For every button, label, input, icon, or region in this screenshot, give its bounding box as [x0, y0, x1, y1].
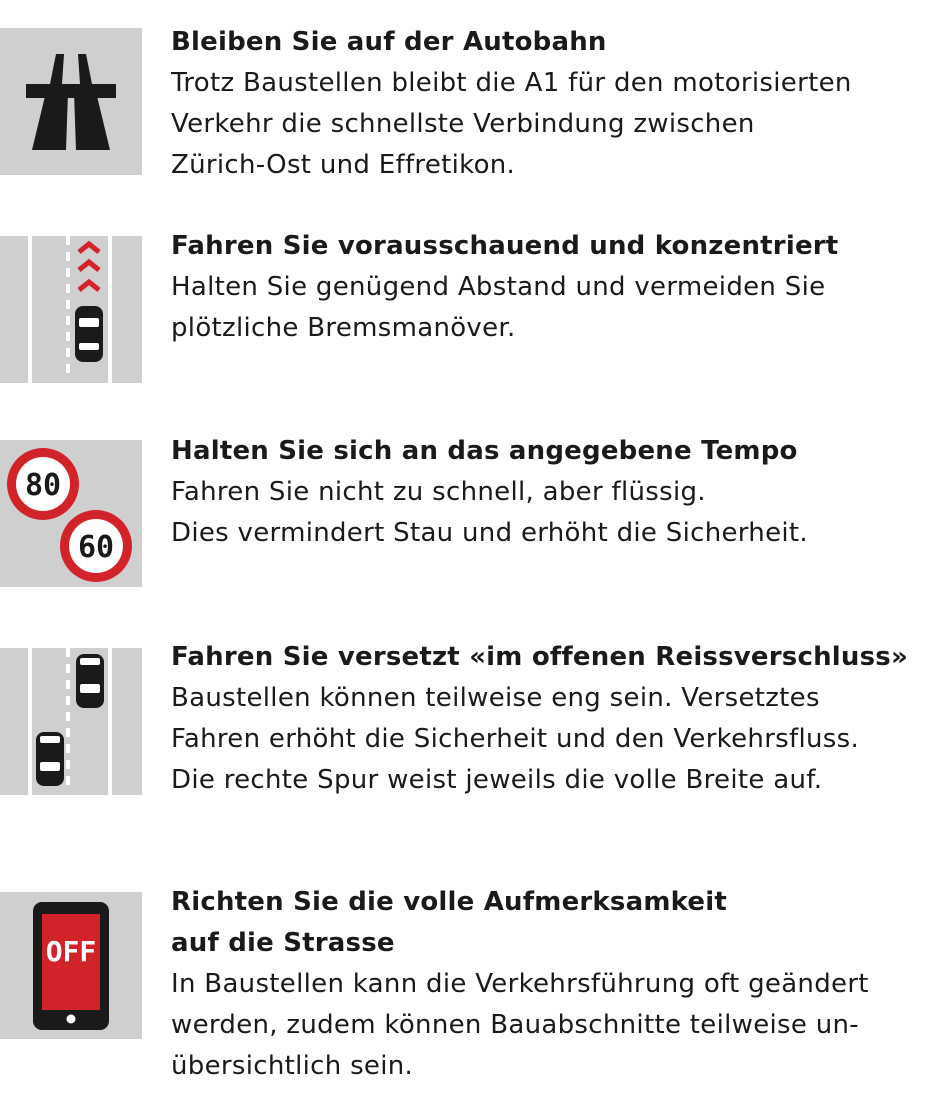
body-line: Halten Sie genügend Abstand und vermeiden Sie	[171, 272, 826, 302]
speed-sign-60	[60, 510, 132, 582]
tip-body	[171, 267, 941, 349]
tip-heading	[171, 637, 941, 678]
body-line: Fahren Sie nicht zu schnell, aber flüssig.	[171, 477, 706, 507]
svg-text:60: 60	[77, 530, 115, 565]
motorway-icon	[0, 28, 142, 175]
heading-line: Halten Sie sich an das angegebene Tempo	[171, 436, 798, 466]
heading-line: auf die Strasse	[171, 928, 395, 958]
tip-1	[171, 22, 941, 186]
tip-heading	[171, 431, 941, 472]
heading-line: Fahren Sie vorausschauend und konzentriert	[171, 231, 839, 261]
body-line: werden, zudem können Bauabschnitte teilweise un-	[171, 1010, 859, 1040]
heading-line: Fahren Sie versetzt «im offenen Reissverschluss»	[171, 642, 908, 672]
tip-body	[171, 678, 941, 801]
tip-heading	[171, 226, 941, 267]
speed-sign-80	[7, 448, 79, 520]
tip-heading	[171, 882, 941, 964]
tip-body	[171, 964, 941, 1087]
staggered-cars-icon	[0, 648, 142, 795]
body-line: übersichtlich sein.	[171, 1051, 414, 1081]
body-line: Trotz Baustellen bleibt die A1 für den motorisierten	[171, 68, 852, 98]
phone-off-icon	[0, 892, 142, 1039]
tip-heading	[171, 22, 941, 63]
body-line: Baustellen können teilweise eng sein. Versetztes	[171, 683, 820, 713]
body-line: Zürich-Ost und Effretikon.	[171, 150, 516, 180]
car-distance-icon	[0, 236, 142, 383]
heading-line: Richten Sie die volle Aufmerksamkeit	[171, 887, 727, 917]
body-line: In Baustellen kann die Verkehrsführung oft geändert	[171, 969, 869, 999]
speed-limit-signs-icon	[0, 440, 142, 587]
tip-3	[171, 431, 941, 554]
tip-body	[171, 63, 941, 186]
tip-5	[171, 882, 941, 1087]
tip-2	[171, 226, 941, 349]
tip-4	[171, 637, 941, 801]
tip-body	[171, 472, 941, 554]
body-line: Fahren erhöht die Sicherheit und den Verkehrsfluss.	[171, 724, 860, 754]
body-line: plötzliche Bremsmanöver.	[171, 313, 516, 343]
body-line: Dies vermindert Stau und erhöht die Sicherheit.	[171, 518, 808, 548]
heading-line: Bleiben Sie auf der Autobahn	[171, 27, 607, 57]
body-line: Verkehr die schnellste Verbindung zwischen	[171, 109, 755, 139]
svg-text:80: 80	[24, 468, 62, 503]
body-line: Die rechte Spur weist jeweils die volle Breite auf.	[171, 765, 823, 795]
phone-off-label: OFF	[45, 935, 97, 968]
